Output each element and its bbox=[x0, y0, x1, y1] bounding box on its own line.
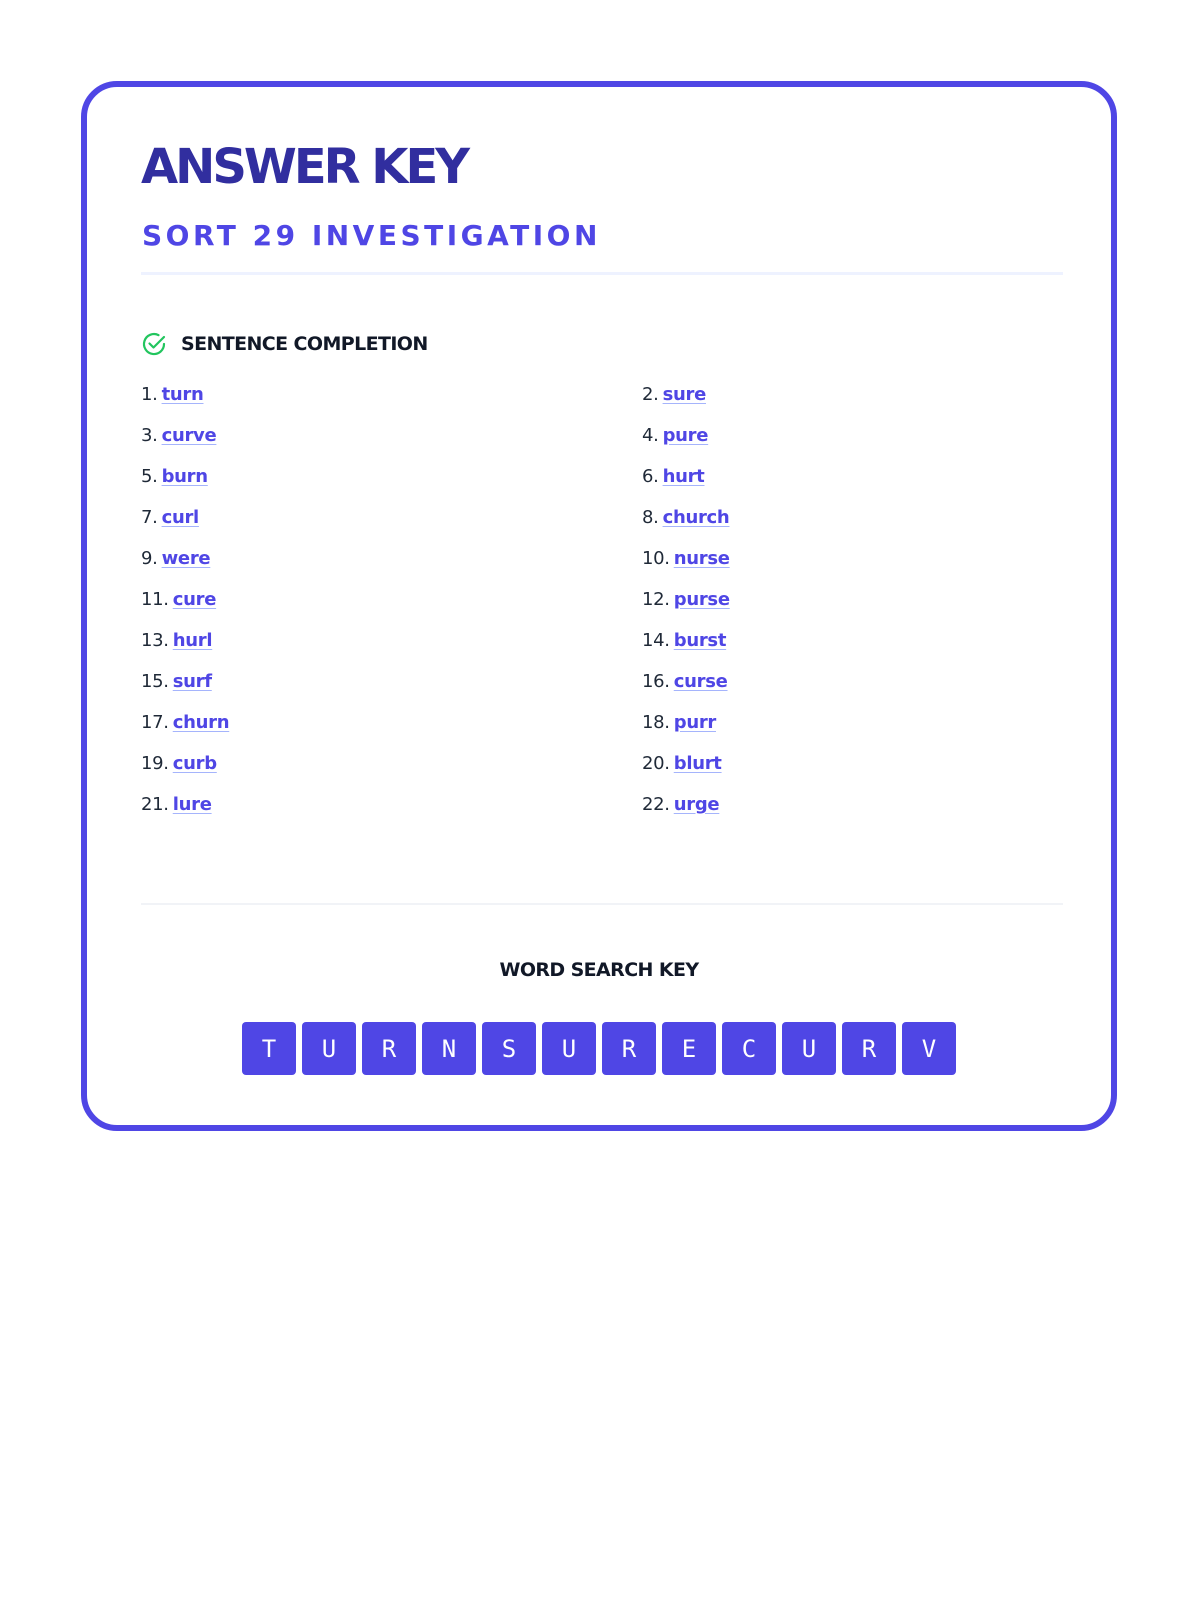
answer-word: cure bbox=[172, 589, 217, 610]
answer-key-card bbox=[81, 81, 1117, 1131]
answer-item bbox=[141, 547, 642, 588]
letter-tile: U bbox=[302, 1022, 356, 1075]
letter-tile: N bbox=[422, 1022, 476, 1075]
answer-number: 11. bbox=[141, 589, 169, 610]
answer-word: nurse bbox=[673, 548, 730, 569]
answer-number: 14. bbox=[642, 630, 670, 651]
answer-word: purr bbox=[673, 712, 716, 733]
answer-word: urge bbox=[673, 794, 720, 815]
answer-number: 4. bbox=[642, 425, 659, 446]
answer-item bbox=[642, 383, 1063, 424]
letter-tile: T bbox=[242, 1022, 296, 1075]
answer-number: 1. bbox=[141, 384, 158, 405]
letter-tile: U bbox=[782, 1022, 836, 1075]
page-subtitle: SORT 29 INVESTIGATION bbox=[142, 219, 601, 252]
answer-number: 9. bbox=[141, 548, 158, 569]
answer-item bbox=[141, 711, 642, 752]
answer-number: 19. bbox=[141, 753, 169, 774]
answer-item bbox=[141, 424, 642, 465]
page-title: ANSWER KEY bbox=[141, 139, 468, 195]
letter-tile: U bbox=[542, 1022, 596, 1075]
answer-word: curb bbox=[172, 753, 217, 774]
answer-item bbox=[141, 752, 642, 793]
answer-item bbox=[642, 793, 1063, 834]
letter-tile: C bbox=[722, 1022, 776, 1075]
answer-word: hurl bbox=[172, 630, 213, 651]
answer-word: were bbox=[161, 548, 211, 569]
answer-item bbox=[642, 711, 1063, 752]
answer-number: 17. bbox=[141, 712, 169, 733]
answer-word: church bbox=[662, 507, 730, 528]
letter-tile: E bbox=[662, 1022, 716, 1075]
letter-tile: R bbox=[362, 1022, 416, 1075]
answer-item bbox=[642, 465, 1063, 506]
section-divider bbox=[141, 903, 1063, 905]
letter-tile: V bbox=[902, 1022, 956, 1075]
answer-number: 13. bbox=[141, 630, 169, 651]
answer-number: 15. bbox=[141, 671, 169, 692]
answer-number: 20. bbox=[642, 753, 670, 774]
answer-number: 21. bbox=[141, 794, 169, 815]
answers-list bbox=[141, 383, 1063, 834]
answer-item bbox=[642, 424, 1063, 465]
answer-number: 7. bbox=[141, 507, 158, 528]
answer-number: 16. bbox=[642, 671, 670, 692]
answer-word: pure bbox=[662, 425, 709, 446]
section-title: SENTENCE COMPLETION bbox=[181, 333, 428, 355]
answer-number: 3. bbox=[141, 425, 158, 446]
word-search-title: WORD SEARCH KEY bbox=[499, 959, 699, 981]
answer-word: burn bbox=[161, 466, 208, 487]
answer-number: 12. bbox=[642, 589, 670, 610]
answer-item bbox=[642, 547, 1063, 588]
word-search-letters bbox=[242, 1022, 956, 1075]
answer-number: 10. bbox=[642, 548, 670, 569]
answer-word: sure bbox=[662, 384, 706, 405]
answer-word: hurt bbox=[662, 466, 705, 487]
answer-item bbox=[642, 506, 1063, 547]
answer-item bbox=[141, 629, 642, 670]
answer-item bbox=[141, 383, 642, 424]
letter-tile: R bbox=[842, 1022, 896, 1075]
answer-word: purse bbox=[673, 589, 730, 610]
answer-item bbox=[642, 629, 1063, 670]
answer-item bbox=[141, 588, 642, 629]
answer-word: curl bbox=[161, 507, 199, 528]
answer-word: surf bbox=[172, 671, 212, 692]
answer-item bbox=[141, 793, 642, 834]
answer-word: curse bbox=[673, 671, 728, 692]
answer-number: 2. bbox=[642, 384, 659, 405]
letter-tile: R bbox=[602, 1022, 656, 1075]
check-circle-icon bbox=[141, 331, 167, 357]
answer-word: curve bbox=[161, 425, 217, 446]
answer-word: burst bbox=[673, 630, 727, 651]
answer-item bbox=[642, 752, 1063, 793]
answer-item bbox=[642, 670, 1063, 711]
answer-item bbox=[642, 588, 1063, 629]
answer-item bbox=[141, 506, 642, 547]
answer-word: blurt bbox=[673, 753, 722, 774]
letter-tile: S bbox=[482, 1022, 536, 1075]
answer-number: 18. bbox=[642, 712, 670, 733]
answer-number: 8. bbox=[642, 507, 659, 528]
header-divider bbox=[141, 272, 1063, 275]
answer-number: 6. bbox=[642, 466, 659, 487]
answer-item bbox=[141, 670, 642, 711]
answer-word: turn bbox=[161, 384, 204, 405]
answer-word: lure bbox=[172, 794, 212, 815]
sentence-completion-header bbox=[141, 331, 428, 357]
answer-item bbox=[141, 465, 642, 506]
answer-number: 5. bbox=[141, 466, 158, 487]
answer-number: 22. bbox=[642, 794, 670, 815]
answer-word: churn bbox=[172, 712, 230, 733]
